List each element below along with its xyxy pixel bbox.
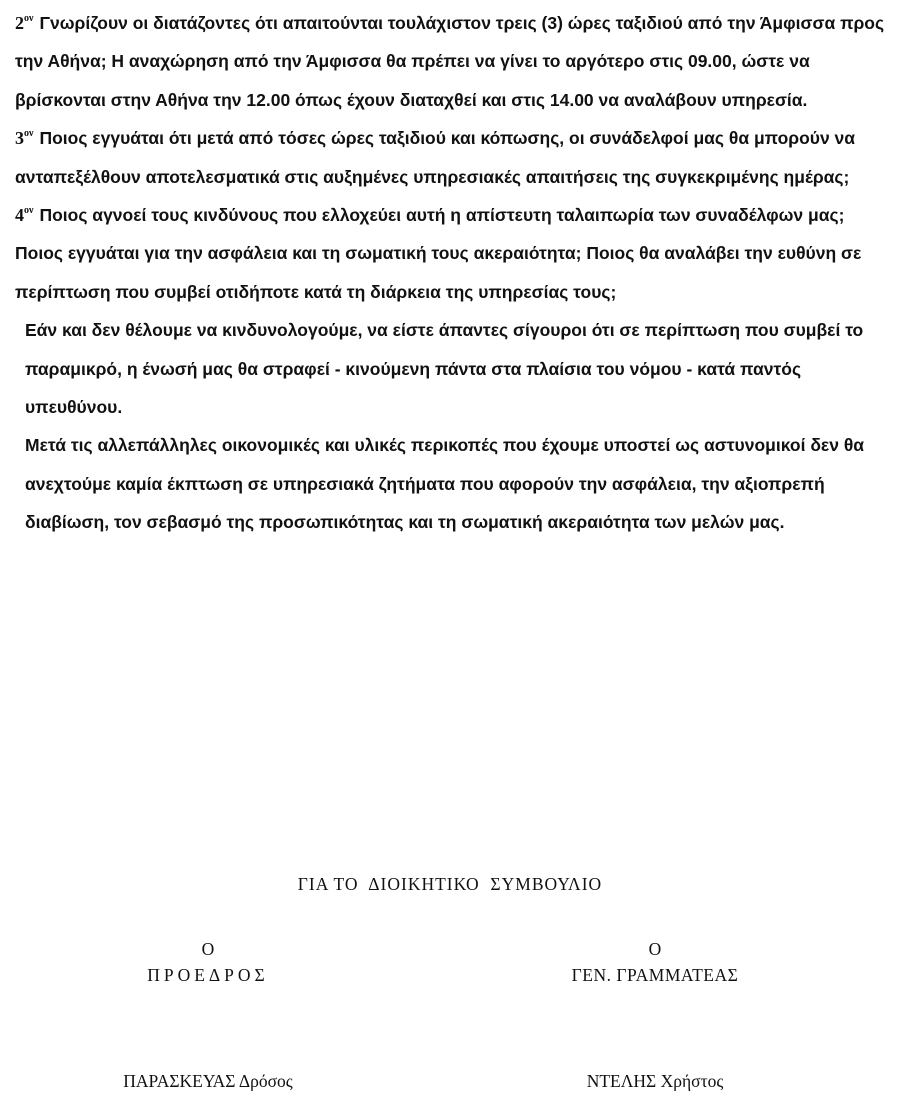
point-number: 2 — [15, 13, 24, 33]
signature-article: Ο — [201, 939, 215, 959]
point-number: 3 — [15, 128, 24, 149]
point-ordinal: ον — [24, 205, 34, 217]
signature-name: ΠΑΡΑΣΚΕΥΑΣ Δρόσος — [123, 1071, 293, 1091]
signature-role: ΓΕΝ. ΓΡΑΜΜΑΤΕΑΣ — [571, 965, 739, 985]
point-3 — [15, 119, 885, 196]
signature-article: Ο — [648, 939, 662, 959]
point-2 — [15, 4, 885, 119]
closing-paragraph-warning: Εάν και δεν θέλουμε να κινδυνολογούμε, να είστε άπαντες σίγουροι ότι σε περίπτωση που συμβεί το παραμικρό, η ένωσή μας θα στραφεί - κινούμενη πάντα στα πλαίσια του νόμου - κατά παντός υπευθύνου. — [25, 320, 864, 418]
signature-president — [95, 936, 321, 1106]
point-text: Ποιος εγγυάται ότι μετά από τόσες ώρες ταξιδιού και κόπωσης, οι συνάδελφοί μας θα μπορούν να ανταπεξέλθουν αποτελεσματικά στις αυξημένες υπηρεσιακές απαιτήσεις της συγκεκριμένης ημέρας; — [15, 128, 856, 187]
signature-heading: ΓΙΑ ΤΟ ΔΙΟΙΚΗΤΙΚΟ ΣΥΜΒΟΥΛΙΟ — [297, 874, 603, 894]
point-number: 4 — [15, 205, 24, 226]
closing-paragraph-cuts: Μετά τις αλλεπάλληλες οικονομικές και υλικές περικοπές που έχουμε υποστεί ως αστυνομικοί δεν θα ανεχτούμε καμία έκπτωση σε υπηρεσιακά ζητήματα που αφορούν την ασφάλεια, την αξιοπρεπή διαβίωση, τον σεβασμό της προσωπικότητας και τη σωματική ακεραιότητα των μελών μας. — [25, 435, 865, 533]
point-text: Γνωρίζουν οι διατάζοντες ότι απαιτούνται τουλάχιστον τρεις (3) ώρες ταξιδιού από την Άμφισσα προς την Αθήνα; Η αναχώρηση από την Άμφισσα θα πρέπει να γίνει το αργότερο στις 09.00, ώστε να βρίσκονται στην Αθήνα την 12.00 όπως έχουν διαταχθεί και στις 14.00 να αναλάβουν υπηρεσία. — [15, 13, 885, 110]
signature-role: ΠΡΟΕΔΡΟΣ — [147, 965, 269, 985]
signature-general-secretary — [545, 936, 765, 1106]
letter-body — [15, 4, 885, 542]
signature-name: ΝΤΕΛΗΣ Χρήστος — [586, 1071, 724, 1091]
point-text: Ποιος αγνοεί τους κινδύνους που ελλοχεύει αυτή η απίστευτη ταλαιπωρία των συναδέλφων μας; Ποιος εγγυάται για την ασφάλεια και τη σωματική τους ακεραιότητα; Ποιος θα αναλάβει την ευθύνη σε περίπτωση που συμβεί οτιδήποτε κατά τη διάρκεια της υπηρεσίας τους; — [15, 205, 862, 302]
point-ordinal: ον — [24, 13, 34, 24]
point-4 — [15, 196, 885, 311]
point-ordinal: ον — [24, 128, 34, 140]
